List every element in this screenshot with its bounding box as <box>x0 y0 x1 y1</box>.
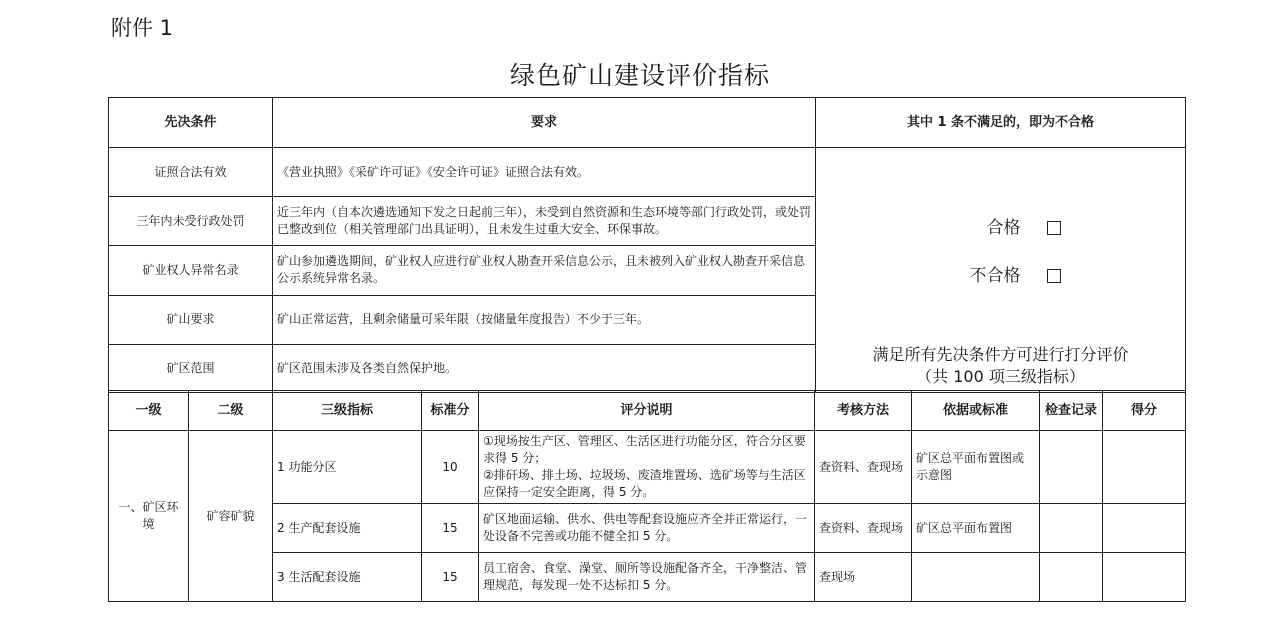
table-row <box>109 431 1186 504</box>
prerequisite-condition: 矿业权人异常名录 <box>109 246 273 295</box>
standard-score: 15 <box>422 504 479 553</box>
pass-option <box>816 220 1185 237</box>
header-scoring-description: 评分说明 <box>479 391 815 431</box>
prerequisite-condition: 证照合法有效 <box>109 148 273 197</box>
header-requirement: 要求 <box>273 98 816 148</box>
header-prerequisite: 先决条件 <box>109 98 273 148</box>
check-record-cell[interactable] <box>1040 504 1103 553</box>
assessment-method: 查资料、查现场 <box>815 504 912 553</box>
prerequisite-requirement: 矿山正常运营，且剩余储量可采年限（按储量年度报告）不少于三年。 <box>273 295 816 344</box>
standard-score: 15 <box>422 553 479 602</box>
pass-checkbox[interactable] <box>1047 221 1061 235</box>
description-line: ①现场按生产区、管理区、生活区进行功能分区，符合分区要求得 5 分； <box>483 434 806 465</box>
document-title: 绿色矿山建设评价指标 <box>509 61 770 90</box>
check-record-cell[interactable] <box>1040 431 1103 504</box>
check-record-cell[interactable] <box>1040 553 1103 602</box>
pass-label: 合格 <box>986 218 1021 238</box>
header-level-2: 二级 <box>189 391 273 431</box>
level-2-category: 矿容矿貌 <box>189 431 273 602</box>
prerequisite-header-row <box>109 98 1186 148</box>
qualification-status-cell <box>816 148 1186 393</box>
level-3-indicator: 2 生产配套设施 <box>273 504 422 553</box>
description-line: 矿区地面运输、供水、供电等配套设施应齐全并正常运行，一处设备不完善或功能不健全扣 5 分。 <box>483 512 808 543</box>
description-line: ②排矸场、排土场、垃圾场、废渣堆置场、选矿场等与生活区应保持一定安全距离，得 5 分。 <box>483 468 806 499</box>
points-cell[interactable] <box>1103 553 1186 602</box>
scoring-table <box>108 390 1186 602</box>
scoring-description <box>479 504 815 553</box>
description-line: 员工宿舍、食堂、澡堂、厕所等设施配备齐全，干净整洁、管理规范，每发现一处不达标扣 5 分。 <box>483 561 808 592</box>
header-level-1: 一级 <box>109 391 189 431</box>
header-check-record: 检查记录 <box>1040 391 1103 431</box>
prerequisite-requirement: 近三年内（自本次遴选通知下发之日起前三年），未受到自然资源和生态环境等部门行政处罚，或处罚已整改到位（相关管理部门出具证明），且未发生过重大安全、环保事故。 <box>273 197 816 246</box>
points-cell[interactable] <box>1103 504 1186 553</box>
points-cell[interactable] <box>1103 431 1186 504</box>
header-points: 得分 <box>1103 391 1186 431</box>
scoring-header-row <box>109 391 1186 431</box>
prerequisite-requirement: 矿区范围未涉及各类自然保护地。 <box>273 344 816 392</box>
prerequisite-condition: 三年内未受行政处罚 <box>109 197 273 246</box>
scoring-note-line-1: 满足所有先决条件方可进行打分评价 <box>872 345 1129 364</box>
basis-standard <box>912 553 1040 602</box>
basis-standard: 矿区总平面布置图或示意图 <box>912 431 1040 504</box>
scoring-note <box>816 344 1185 388</box>
header-standard-score: 标准分 <box>422 391 479 431</box>
level-3-indicator: 1 功能分区 <box>273 431 422 504</box>
header-level-3: 三级指标 <box>273 391 422 431</box>
prerequisite-table <box>108 97 1186 393</box>
assessment-method: 查资料、查现场 <box>815 431 912 504</box>
prerequisite-condition: 矿山要求 <box>109 295 273 344</box>
scoring-description <box>479 553 815 602</box>
fail-label: 不合格 <box>969 266 1021 286</box>
prerequisite-condition: 矿区范围 <box>109 344 273 392</box>
fail-checkbox[interactable] <box>1047 269 1061 283</box>
header-basis: 依据或标准 <box>912 391 1040 431</box>
level-3-indicator: 3 生活配套设施 <box>273 553 422 602</box>
header-rule: 其中 1 条不满足的，即为不合格 <box>816 98 1186 148</box>
prerequisite-requirement: 矿山参加遴选期间，矿业权人应进行矿业权人勘查开采信息公示，且未被列入矿业权人勘查开采信息公示系统异常名录。 <box>273 246 816 295</box>
header-assessment-method: 考核方法 <box>815 391 912 431</box>
scoring-note-line-2: （共 100 项三级指标） <box>916 367 1085 386</box>
attachment-label: 附件 1 <box>111 16 174 40</box>
basis-standard: 矿区总平面布置图 <box>912 504 1040 553</box>
scoring-description <box>479 431 815 504</box>
assessment-method: 查现场 <box>815 553 912 602</box>
standard-score: 10 <box>422 431 479 504</box>
level-1-category: 一、矿区环境 <box>109 431 189 602</box>
prerequisite-requirement: 《营业执照》《采矿许可证》《安全许可证》证照合法有效。 <box>273 148 816 197</box>
prerequisite-row <box>109 148 1186 197</box>
fail-option <box>816 268 1185 285</box>
